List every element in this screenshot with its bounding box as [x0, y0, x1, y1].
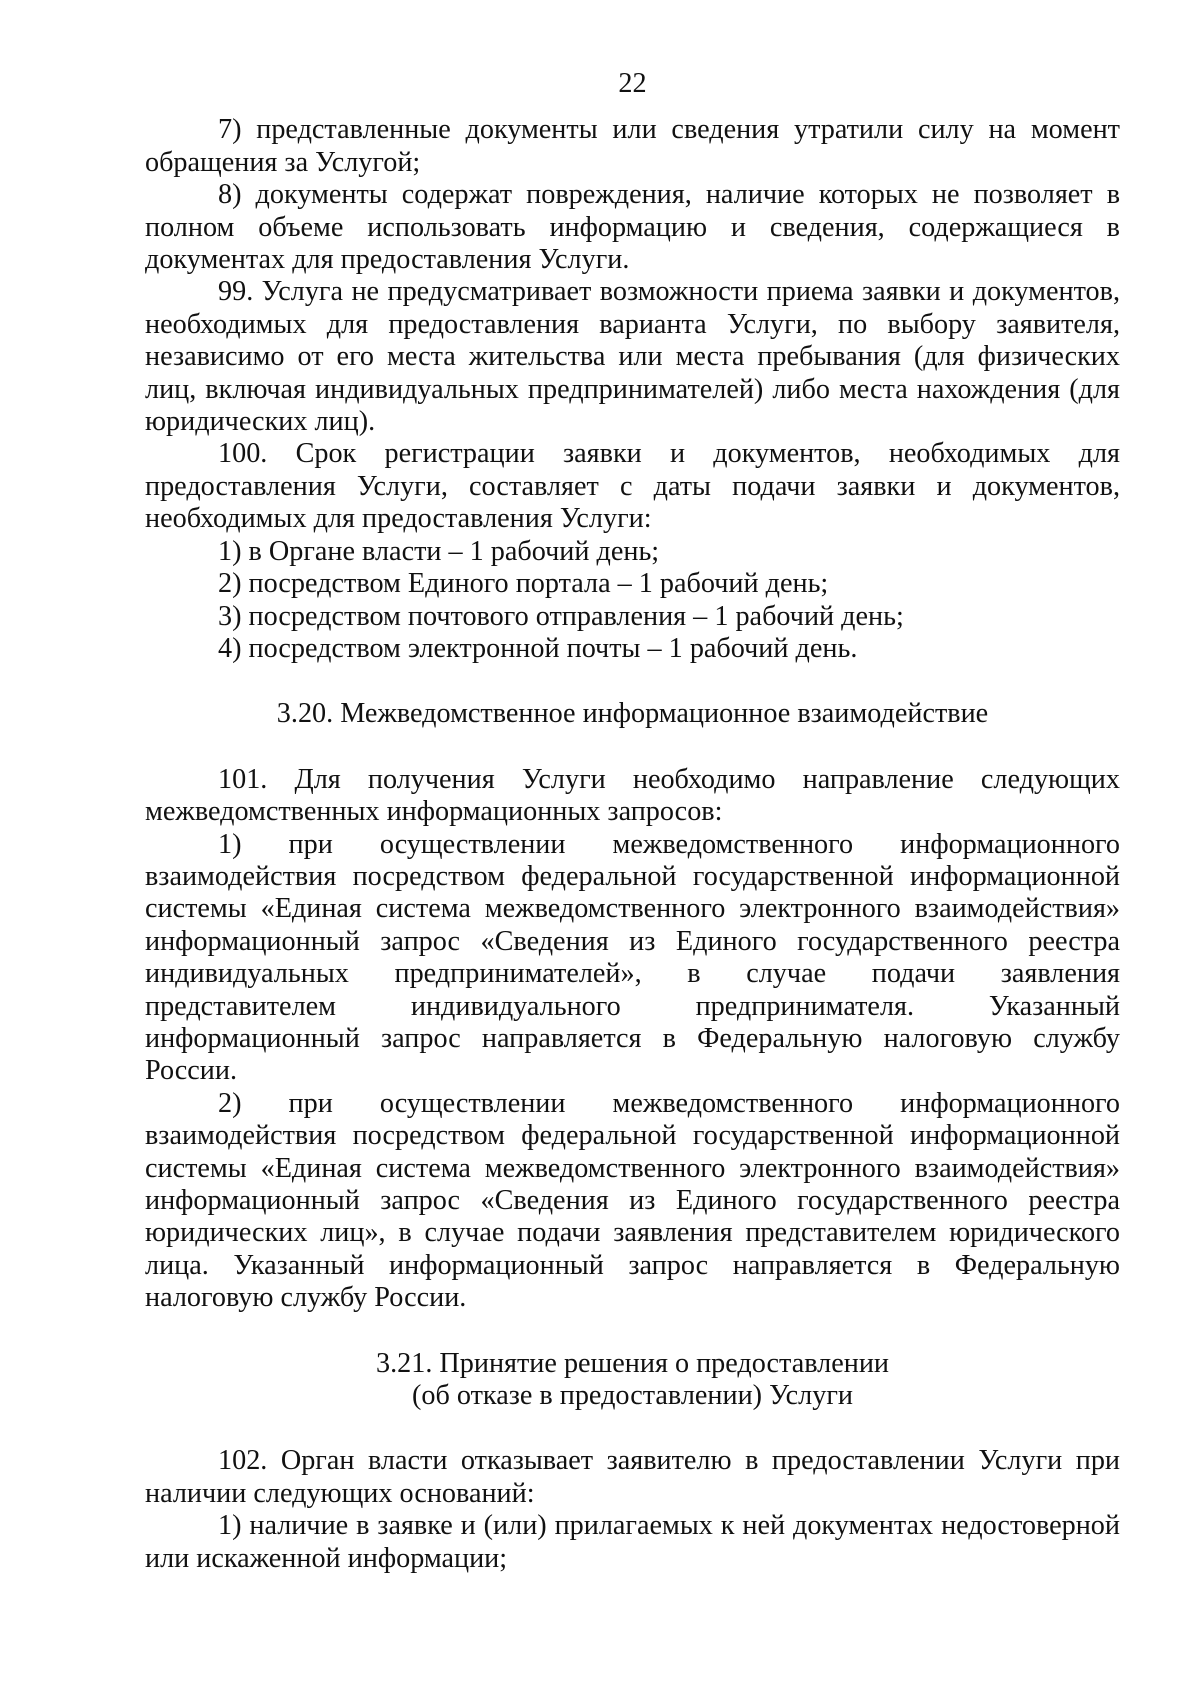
paragraph-101: 101. Для получения Услуги необходимо направление следующих межведомственных информационных запросов:	[145, 763, 1120, 828]
section-title-3-20: 3.20. Межведомственное информационное взаимодействие	[276, 698, 989, 730]
paragraph-100: 100. Срок регистрации заявки и документов, необходимых для предоставления Услуги, составляет с даты подачи заявки и документов, необходимых для предоставления Услуги:	[145, 438, 1120, 535]
section-title-3-21-line-1: 3.21. Принятие решения о предоставлении	[375, 1347, 890, 1379]
paragraph-100-item-1: 1) в Органе власти – 1 рабочий день;	[218, 535, 660, 567]
paragraph-102-item-1: 1) наличие в заявке и (или) прилагаемых к ней документах недостоверной или искаженной информации;	[145, 1510, 1120, 1574]
paragraph-100-item-3: 3) посредством почтового отправления – 1 рабочий день;	[218, 600, 904, 632]
section-heading-3-21	[145, 1348, 1120, 1413]
paragraph-item-7: 7) представленные документы или сведения утратили силу на момент обращения за Услугой;	[145, 114, 1120, 178]
paragraph-item-8: 8) документы содержат повреждения, наличие которых не позволяет в полном объеме использовать информацию и сведения, содержащиеся в документах для предоставления Услуги.	[145, 179, 1120, 276]
section-title-3-21-line-2: (об отказе в предоставлении) Услуги	[412, 1380, 853, 1412]
paragraph-101-item-2: 2) при осуществлении межведомственного информационного взаимодействия посредством федеральной государственной информационной системы «Единая система межведомственного электронного взаимодействия» информационный запрос «Сведения из Единого государственного реестра юридических лиц», в случае подачи заявления представителем юридического лица. Указанный информационный запрос направляется в Федеральную налоговую службу России.	[145, 1087, 1120, 1314]
page-number: 22	[618, 68, 647, 99]
paragraph-100-item-2: 2) посредством Единого портала – 1 рабочий день;	[218, 568, 829, 600]
paragraph-100-item-4: 4) посредством электронной почты – 1 рабочий день.	[218, 632, 858, 664]
paragraph-99: 99. Услуга не предусматривает возможности приема заявки и документов, необходимых для предоставления варианта Услуги, по выбору заявителя, независимо от его места жительства или места пребывания (для физических лиц, включая индивидуальных предпринимателей) либо места нахождения (для юридических лиц).	[145, 276, 1120, 438]
document-page	[145, 68, 1120, 1575]
paragraph-101-item-1: 1) при осуществлении межведомственного информационного взаимодействия посредством федеральной государственной информационной системы «Единая система межведомственного электронного взаимодействия» информационный запрос «Сведения из Единого государственного реестра индивидуальных предпринимателей», в случае подачи заявления представителем индивидуального предпринимателя. Указанный информационный запрос направляется в Федеральную налоговую службу России.	[145, 828, 1120, 1087]
paragraph-102: 102. Орган власти отказывает заявителю в предоставлении Услуги при наличии следующих оснований:	[145, 1445, 1120, 1509]
section-heading-3-20	[145, 698, 1120, 730]
